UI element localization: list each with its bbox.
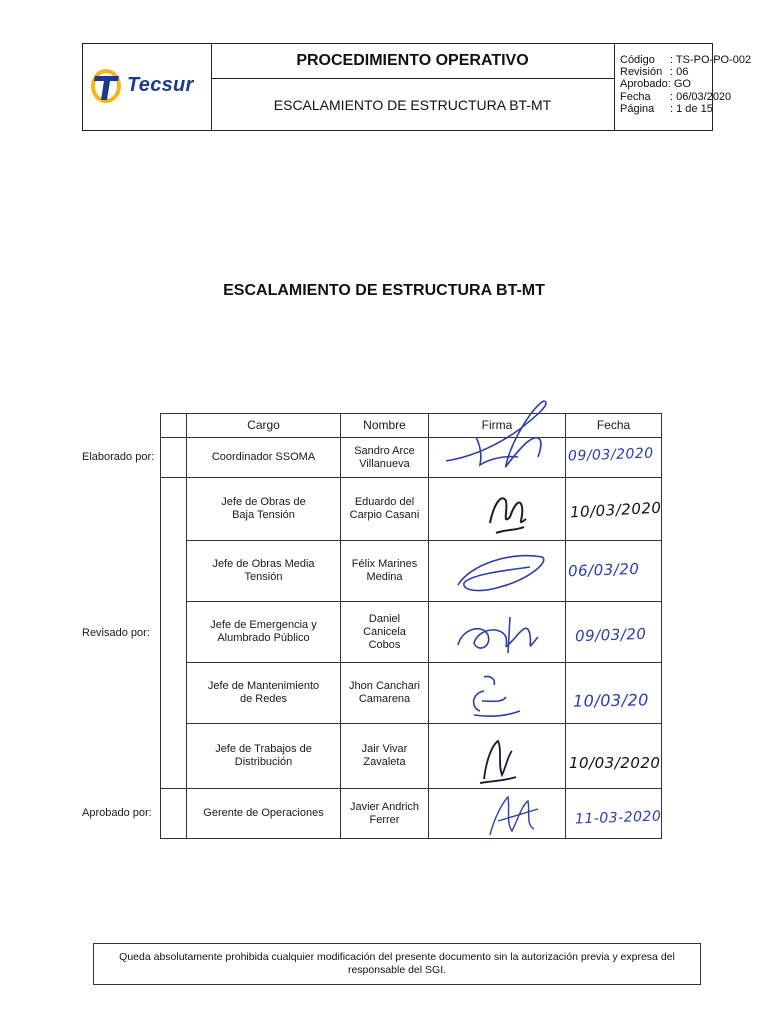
meta-codigo: Código : TS-PO-PO-002 xyxy=(620,54,752,66)
tecsur-logo-icon xyxy=(91,68,125,104)
header-firma: Firma xyxy=(481,418,513,432)
nombre-cell: Daniel Canicela Cobos xyxy=(363,612,406,651)
approvals-table xyxy=(82,413,662,839)
fecha-handwritten: 10/03/2020 xyxy=(569,498,662,522)
signature-arce xyxy=(440,399,565,479)
signature-marines xyxy=(450,545,555,601)
fecha-handwritten: 11-03-2020 xyxy=(574,808,662,828)
nombre-cell: Javier Andrich Ferrer xyxy=(349,800,420,826)
meta-revision: Revisión : 06 xyxy=(620,66,689,79)
nombre-cell: Sandro Arce Villanueva xyxy=(354,444,415,470)
company-name: Tecsur xyxy=(127,74,194,96)
fecha-handwritten: 09/03/2020 xyxy=(567,445,654,465)
fecha-handwritten: 09/03/20 xyxy=(574,624,647,646)
doc-meta xyxy=(620,54,751,115)
meta-fecha: Fecha : 06/03/2020 xyxy=(620,90,732,103)
fecha-handwritten: 06/03/20 xyxy=(567,559,640,581)
nombre-cell: Jair Vivar Zavaleta xyxy=(361,743,408,768)
company-logo xyxy=(91,66,206,106)
meta-aprobado: Aprobado: GO xyxy=(620,78,691,91)
cargo-cell: Jefe de Obras Media Tensión xyxy=(212,558,315,583)
cargo-cell: Jefe de Obras de Baja Tensión xyxy=(221,496,306,521)
cargo-cell: Coordinador SSOMA xyxy=(211,451,316,463)
signature-vivar xyxy=(472,731,532,787)
cargo-cell: Jefe de Emergencia y Alumbrado Público xyxy=(210,619,317,644)
nombre-cell: Félix Marines Medina xyxy=(351,558,418,583)
cargo-cell: Jefe de Mantenimiento de Redes xyxy=(207,680,320,705)
meta-pagina: Página : 1 de 15 xyxy=(620,102,713,115)
header-fecha: Fecha xyxy=(596,418,631,432)
label-revisado: Revisado por: xyxy=(82,626,150,639)
label-aprobado: Aprobado por: xyxy=(82,807,152,819)
doc-type: PROCEDIMIENTO OPERATIVO xyxy=(211,44,614,79)
signature-canchari xyxy=(460,667,540,723)
doc-name: ESCALAMIENTO DE ESTRUCTURA BT-MT xyxy=(273,96,552,113)
header-nombre: Nombre xyxy=(363,418,406,432)
signature-delcarpio xyxy=(480,483,540,539)
nombre-cell: Eduardo del Carpio Casani xyxy=(349,496,420,521)
logo-cell xyxy=(83,44,212,130)
cargo-cell: Jefe de Trabajos de Distribución xyxy=(215,743,312,768)
footer-notice: Queda absolutamente prohibida cualquier modificación del presente documento sin la autorización previa y expresa del responsable del SGI. xyxy=(93,943,701,985)
header-title-block xyxy=(211,44,615,130)
nombre-cell: Jhon Canchari Camarena xyxy=(349,680,420,705)
signature-canicela xyxy=(448,607,556,663)
document-title: ESCALAMIENTO DE ESTRUCTURA BT-MT xyxy=(223,282,545,299)
document-header xyxy=(82,43,752,131)
cargo-cell: Gerente de Operaciones xyxy=(203,807,324,819)
fecha-handwritten: 10/03/2020 xyxy=(569,754,661,772)
fecha-handwritten: 10/03/20 xyxy=(572,690,650,711)
signature-andrich xyxy=(478,791,554,841)
label-elaborado: Elaborado por: xyxy=(82,451,155,463)
header-cargo: Cargo xyxy=(247,418,280,432)
